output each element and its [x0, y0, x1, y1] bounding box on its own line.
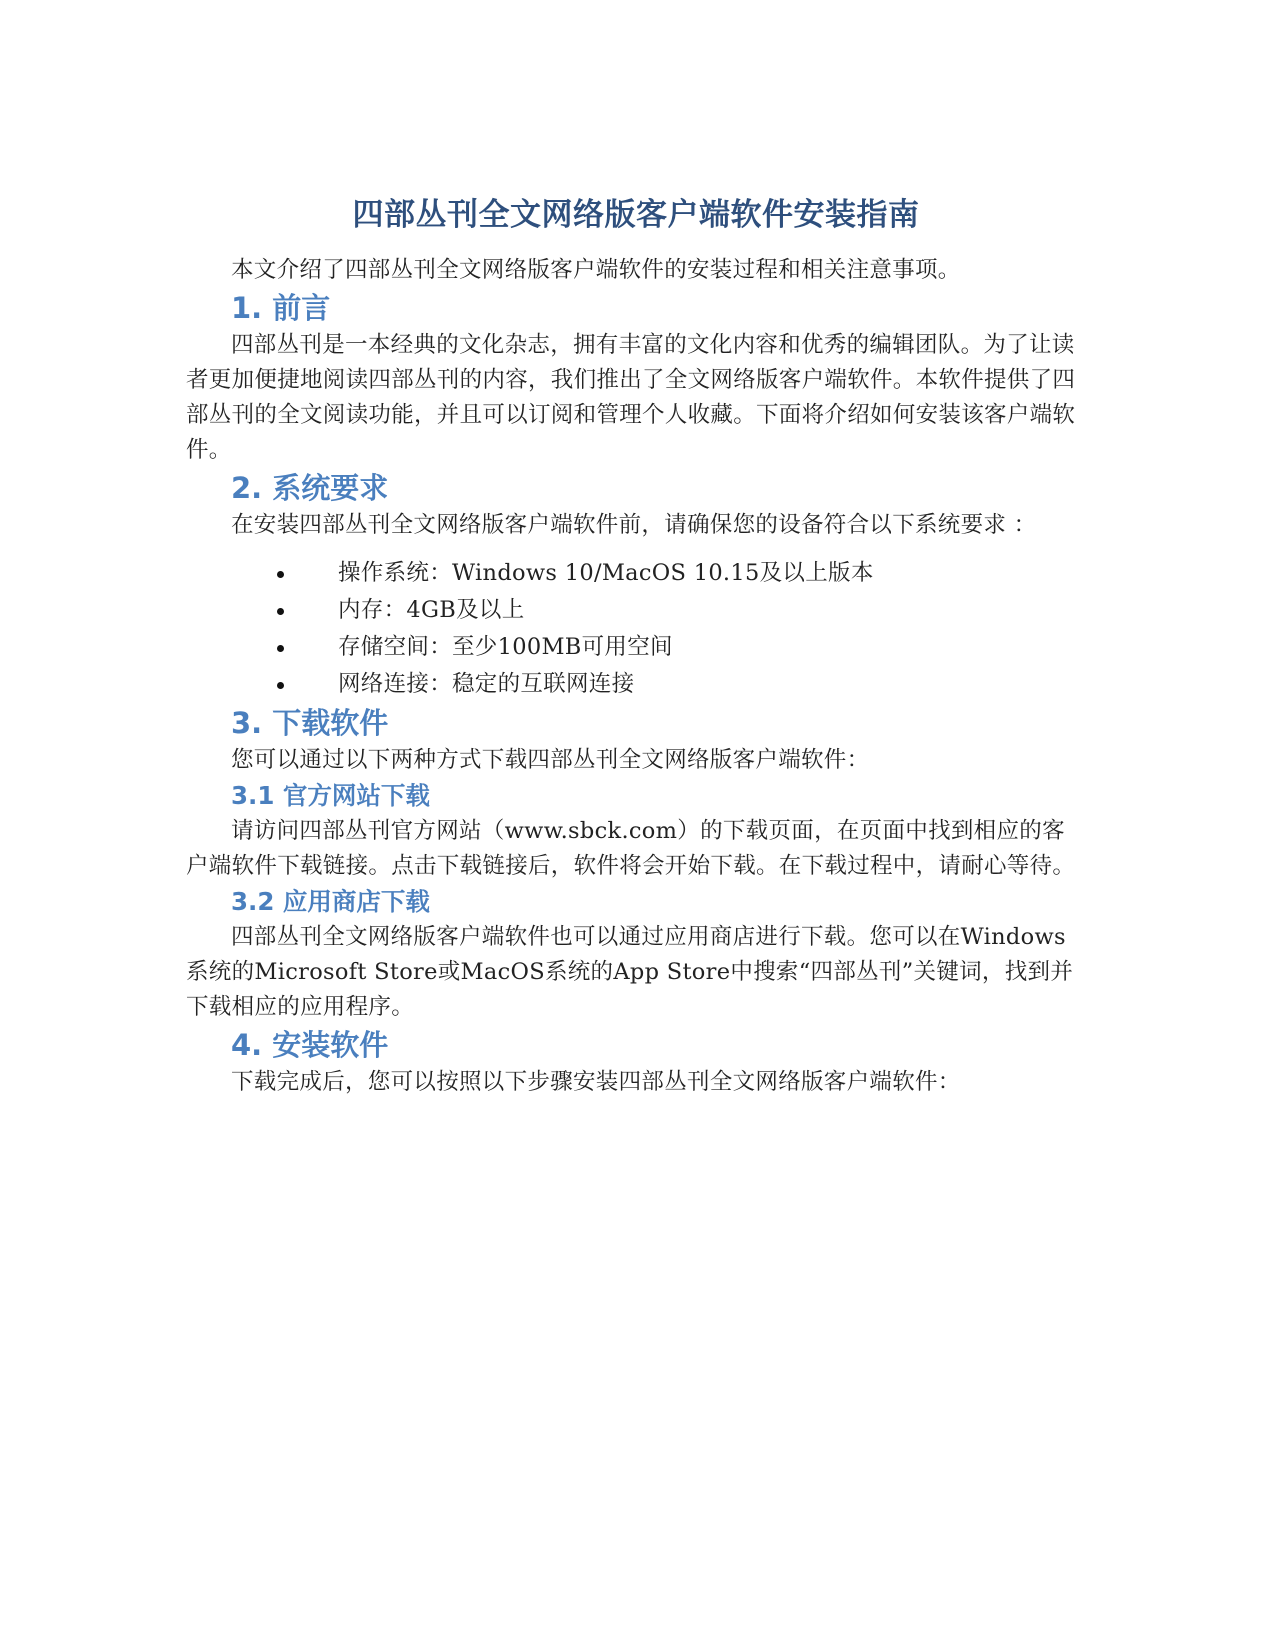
system-requirements-paragraph: 在安装四部丛刊全文网络版客户端软件前，请确保您的设备符合以下系统要求 ：	[231, 512, 1037, 538]
bullet-icon	[277, 682, 284, 689]
preface-paragraph: 四部丛刊是一本经典的文化杂志，拥有丰富的文化内容和优秀的编辑团队。为了让读者更加便捷地阅读四部丛刊的内容，我们推出了全文网络版客户端软件。本软件提供了四部丛刊的全文阅读功能，并且可以订阅和管理个人收藏。下面将介绍如何安装该客户端软件。	[186, 332, 1076, 463]
official-site-paragraph: 请访问四部丛刊官方网站（www.sbck.com）的下载页面，在页面中找到相应的客户端软件下载链接。点击下载链接后，软件将会开始下载。在下载过程中，请耐心等待。	[186, 818, 1076, 879]
subsection-heading-app-store: 3.2 应用商店下载	[231, 887, 430, 916]
bullet-icon	[277, 645, 284, 652]
section-heading-system-requirements: 2. 系统要求	[231, 471, 389, 505]
requirements-list	[186, 555, 1086, 703]
list-item	[186, 592, 1086, 629]
document-title: 四部丛刊全文网络版客户端软件安装指南	[352, 197, 920, 233]
app-store-paragraph: 四部丛刊全文网络版客户端软件也可以通过应用商店进行下载。您可以在Windows系统的Microsoft Store或MacOS系统的App Store中搜索“四部丛刊”关键词，找到并下载相应的应用程序。	[186, 924, 1074, 1020]
list-item	[186, 666, 1086, 703]
requirement-memory: 内存：4GB及以上	[338, 597, 525, 623]
requirement-storage: 存储空间：至少100MB可用空间	[338, 634, 673, 660]
list-item	[186, 555, 1086, 592]
requirement-network: 网络连接：稳定的互联网连接	[338, 671, 635, 697]
bullet-icon	[277, 608, 284, 615]
list-item	[186, 629, 1086, 666]
download-paragraph: 您可以通过以下两种方式下载四部丛刊全文网络版客户端软件：	[231, 747, 870, 773]
subsection-heading-official-site: 3.1 官方网站下载	[231, 781, 430, 810]
bullet-icon	[277, 571, 284, 578]
document-body	[186, 195, 1086, 1100]
intro-paragraph: 本文介绍了四部丛刊全文网络版客户端软件的安装过程和相关注意事项。	[231, 257, 961, 283]
section-heading-preface: 1. 前言	[231, 291, 331, 325]
section-heading-install: 4. 安装软件	[231, 1028, 389, 1062]
install-paragraph: 下载完成后，您可以按照以下步骤安装四部丛刊全文网络版客户端软件：	[231, 1069, 961, 1095]
requirement-os: 操作系统：Windows 10/MacOS 10.15及以上版本	[338, 560, 874, 586]
section-heading-download: 3. 下载软件	[231, 706, 389, 740]
